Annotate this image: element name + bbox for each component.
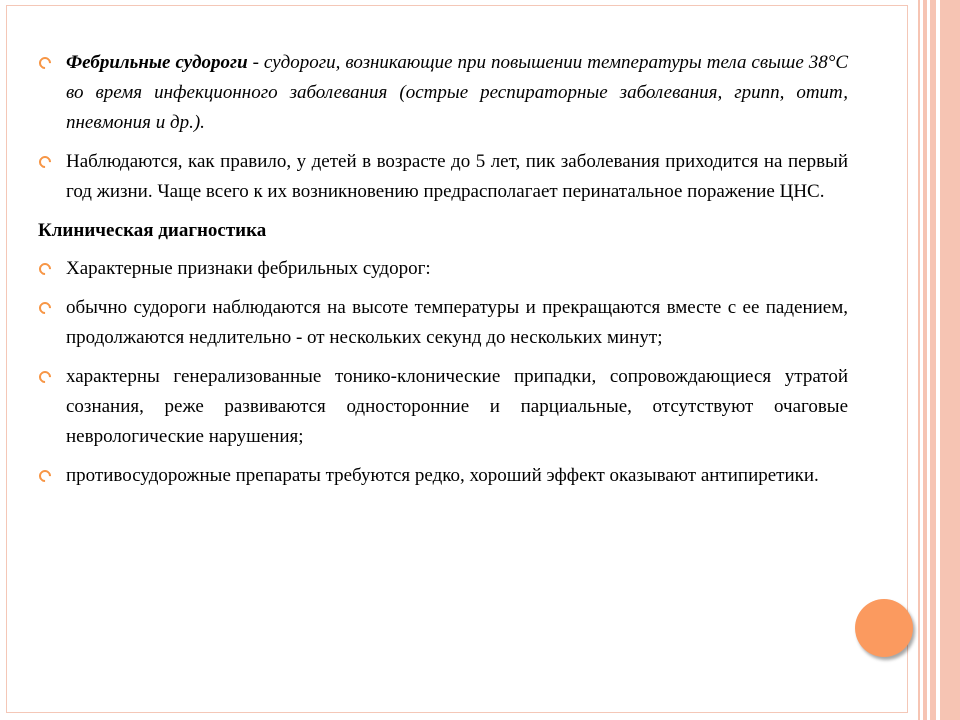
bullet-item-definition (38, 48, 848, 138)
bullet-text: обычно судороги наблюдаются на высоте температуры и прекращаются вместе с ее падением, продолжаются недлительно - от нескольких секунд до нескольких минут; (66, 297, 848, 348)
stripe (918, 0, 920, 720)
decorative-stripes (914, 0, 960, 720)
bullet-text: противосудорожные препараты требуются редко, хороший эффект оказывают антипиретики. (66, 465, 819, 486)
bullet-icon (37, 55, 54, 72)
stripe (923, 0, 927, 720)
definition-text: - судороги, возникающие при повышении температуры тела свыше 38°С во время инфекционного заболевания (острые респираторные заболевания, грипп, отит, пневмония и др.). (66, 52, 848, 133)
bullet-icon (37, 300, 54, 317)
bullet-icon (37, 468, 54, 485)
bullet-item-epidemiology (38, 147, 848, 207)
bullet-text: Наблюдаются, как правило, у детей в возрасте до 5 лет, пик заболевания приходится на первый год жизни. Чаще всего к их возникновению предрасполагает перинатальное поражение ЦНС. (66, 151, 848, 202)
bullet-item-seizure-type (38, 362, 848, 452)
bullet-text: характерны генерализованные тонико-клонические припадки, сопровождающиеся утратой сознания, реже развиваются односторонние и парциальные, отсутствуют очаговые неврологические нарушения; (66, 366, 848, 447)
stripe (940, 0, 960, 720)
bullet-item-duration (38, 293, 848, 353)
stripe (930, 0, 936, 720)
bullet-icon (37, 154, 54, 171)
bullet-item-treatment (38, 461, 848, 491)
bullet-text: Характерные признаки фебрильных судорог: (66, 258, 431, 279)
bullet-icon (37, 261, 54, 278)
decorative-circle (855, 599, 913, 657)
bullet-item-signs-intro (38, 254, 848, 284)
content (38, 48, 848, 500)
section-heading: Клиническая диагностика (38, 220, 267, 241)
term-febrile-seizures: Фебрильные судороги (66, 52, 248, 73)
bullet-icon (37, 369, 54, 386)
